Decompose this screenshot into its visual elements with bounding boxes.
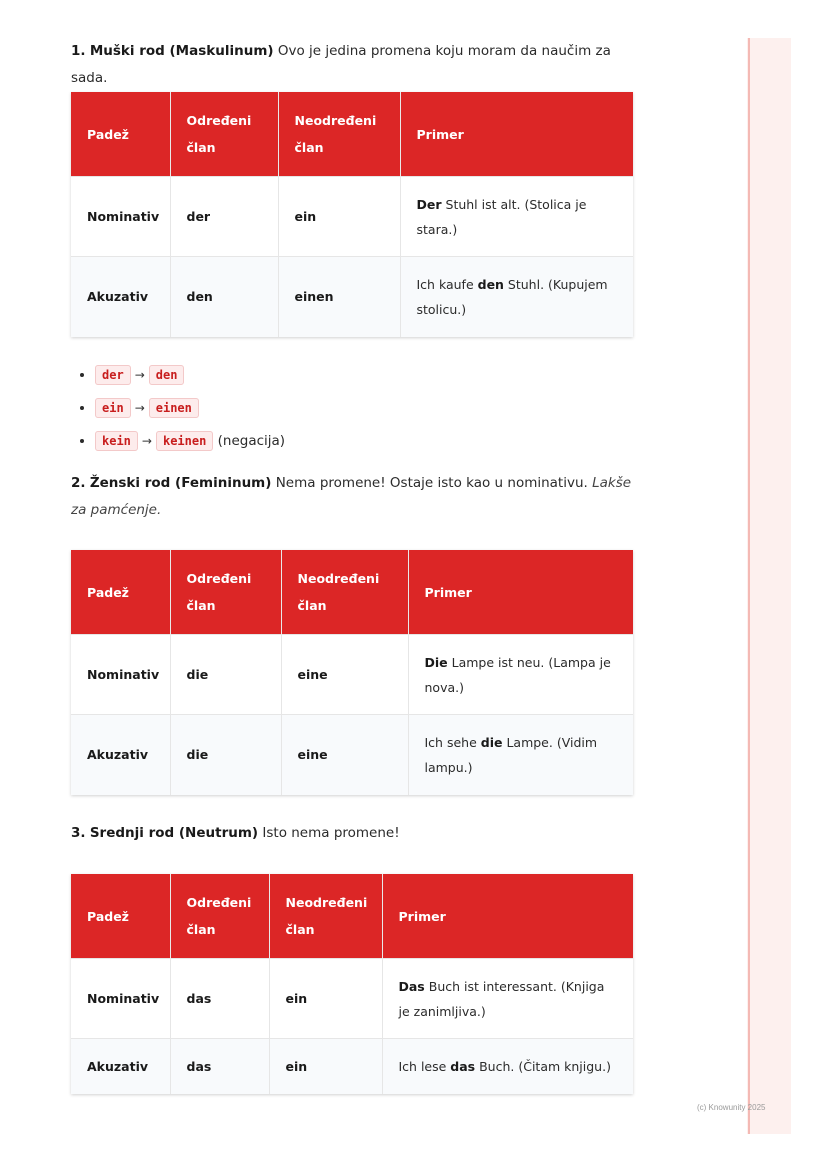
table-row <box>71 1039 633 1094</box>
case-cell: Akuzativ <box>71 257 170 337</box>
section-title: Ženski rod (Femininum) <box>89 475 272 491</box>
arrow-icon: → <box>141 434 152 448</box>
header-case: Padež <box>71 550 170 635</box>
case-cell: Akuzativ <box>71 715 170 795</box>
copyright-footer: (c) Knowunity 2025 <box>697 1103 766 1112</box>
section-heading-feminine <box>71 470 633 524</box>
article-code: einen <box>149 398 199 418</box>
example-cell: Die Lampe ist neu. (Lampa je nova.) <box>408 635 633 715</box>
table-header-row <box>71 550 633 635</box>
neuter-table <box>71 874 633 1094</box>
table-row <box>71 715 633 795</box>
case-cell: Nominativ <box>71 177 170 257</box>
example-cell: Ich kaufe den Stuhl. (Kupujem stolicu.) <box>400 257 633 337</box>
header-case: Padež <box>71 874 170 959</box>
definite-article-cell: das <box>170 1039 269 1094</box>
case-cell: Nominativ <box>71 635 170 715</box>
header-definite: Određeni član <box>170 874 269 959</box>
example-cell: Ich lese das Buch. (Čitam knjigu.) <box>382 1039 633 1094</box>
header-case: Padež <box>71 92 170 177</box>
header-indefinite: Neodređeni član <box>278 92 400 177</box>
case-cell: Nominativ <box>71 959 170 1039</box>
header-indefinite: Neodređeni član <box>269 874 382 959</box>
section-text: Ovo je jedina promena koju moram da naučim za sada. <box>71 43 611 86</box>
indefinite-article-cell: einen <box>278 257 400 337</box>
section-text: Isto nema promene! <box>258 825 400 841</box>
list-item <box>95 362 285 395</box>
example-cell: Der Stuhl ist alt. (Stolica je stara.) <box>400 177 633 257</box>
section-heading-masculine <box>71 38 633 92</box>
header-definite: Određeni član <box>170 550 281 635</box>
table-row <box>71 257 633 337</box>
indefinite-article-cell: eine <box>281 635 408 715</box>
header-example: Primer <box>382 874 633 959</box>
article-code: den <box>149 365 185 385</box>
article-code: keinen <box>156 431 213 451</box>
definite-article-cell: den <box>170 257 278 337</box>
margin-panel <box>747 38 791 1134</box>
table-row <box>71 959 633 1039</box>
table-header-row <box>71 874 633 959</box>
example-cell: Das Buch ist interessant. (Knjiga je zanimljiva.) <box>382 959 633 1039</box>
header-example: Primer <box>408 550 633 635</box>
table-row <box>71 635 633 715</box>
section-italic-note: Lakše za pamćenje. <box>71 475 632 518</box>
header-definite: Određeni član <box>170 92 278 177</box>
definite-article-cell: die <box>170 715 281 795</box>
header-example: Primer <box>400 92 633 177</box>
article-changes-list <box>71 362 285 461</box>
definite-article-cell: der <box>170 177 278 257</box>
feminine-table <box>71 550 633 795</box>
section-number: 1. <box>71 43 86 59</box>
article-code: kein <box>95 431 138 451</box>
section-title: Muški rod (Maskulinum) <box>89 43 274 59</box>
section-title: Srednji rod (Neutrum) <box>89 825 259 841</box>
case-cell: Akuzativ <box>71 1039 170 1094</box>
arrow-icon: → <box>134 368 145 382</box>
example-cell: Ich sehe die Lampe. (Vidim lampu.) <box>408 715 633 795</box>
list-item <box>95 428 285 461</box>
indefinite-article-cell: ein <box>269 1039 382 1094</box>
margin-line <box>748 38 750 1134</box>
article-code: ein <box>95 398 131 418</box>
section-number: 2. <box>71 475 86 491</box>
indefinite-article-cell: eine <box>281 715 408 795</box>
article-code: der <box>95 365 131 385</box>
list-note: (negacija) <box>217 433 286 449</box>
indefinite-article-cell: ein <box>278 177 400 257</box>
section-text: Nema promene! Ostaje isto kao u nominativu. <box>271 475 593 491</box>
masculine-table <box>71 92 633 337</box>
list-item <box>95 395 285 428</box>
section-heading-neuter <box>71 820 633 847</box>
section-number: 3. <box>71 825 86 841</box>
table-row <box>71 177 633 257</box>
indefinite-article-cell: ein <box>269 959 382 1039</box>
definite-article-cell: das <box>170 959 269 1039</box>
header-indefinite: Neodređeni član <box>281 550 408 635</box>
table-header-row <box>71 92 633 177</box>
arrow-icon: → <box>134 401 145 415</box>
definite-article-cell: die <box>170 635 281 715</box>
